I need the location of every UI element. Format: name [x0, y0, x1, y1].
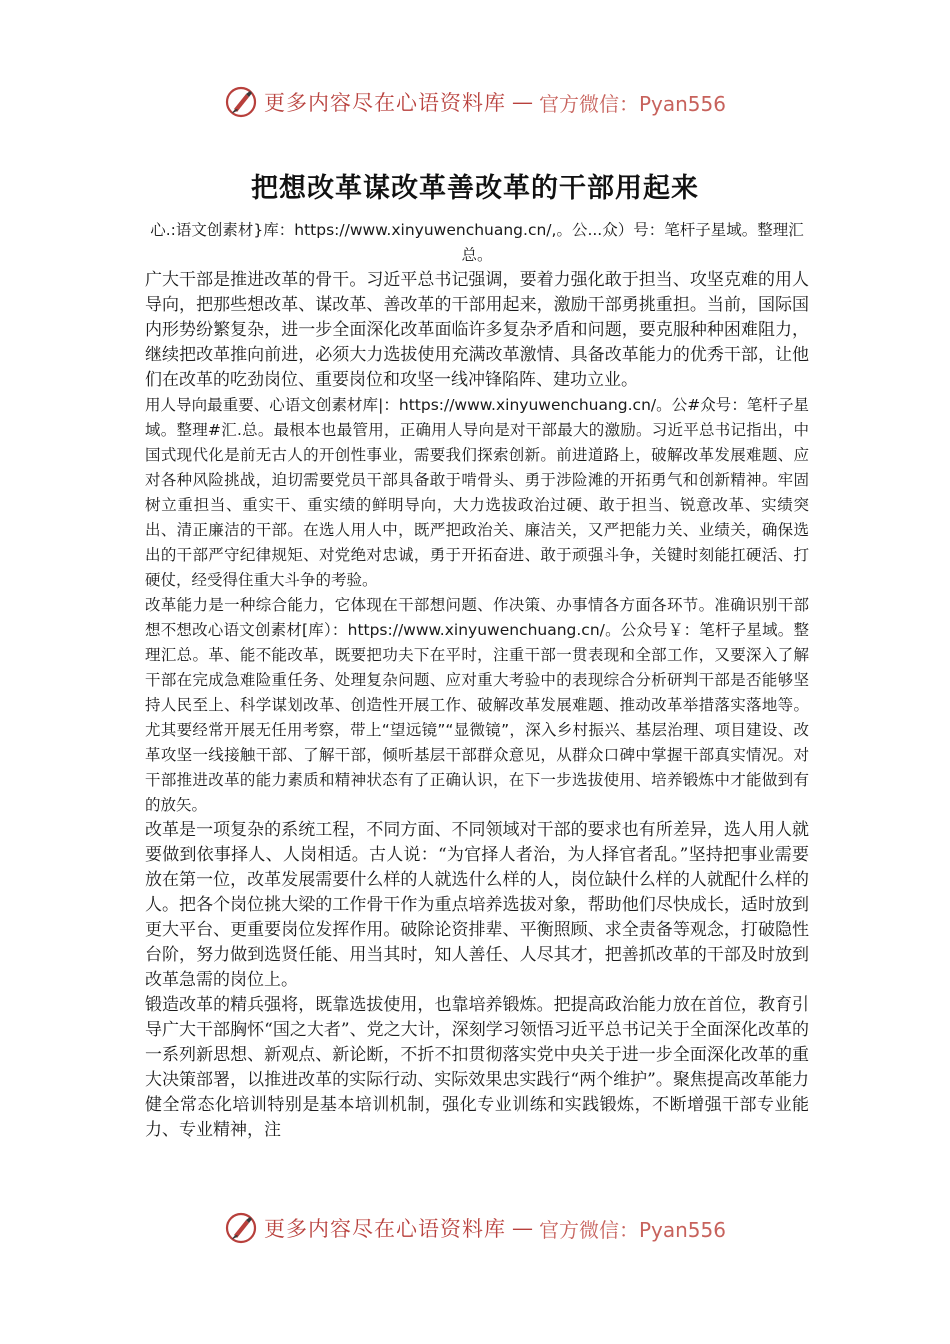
banner-wechat: 官方微信：Pyan556: [538, 1217, 726, 1242]
source-line: 心.:语文创素材}库：https://www.xinyuwenchuang.cn/,。公...众）号：笔杆子星域。整理汇总。: [150, 221, 804, 264]
banner-wechat: 官方微信：Pyan556: [538, 91, 726, 116]
paragraph: 改革能力是一种综合能力，它体现在干部想问题、作决策、办事情各方面各环节。准确识别干部想不想改心语文创素材[库）：https://www.xinyuwenchuang.cn/。公众号￥：笔杆子星域。整理汇总。革、能不能改革，既要把功夫下在平时，注重干部一贯表现和全部工作，又要深入了解干部在完成急难险重任务、处理复杂问题、应对重大考验中的表现综合分析研判干部是否能够坚持人民至上、科学谋划改革、创造性开展工作、破解改革发展难题、推动改革举措落实落地等。尤其要经常开展无任用考察，带上“望远镜”“显微镜”，深入乡村振兴、基层治理、项目建设、改革攻坚一线接触干部、了解干部，倾听基层干部群众意见，从群众口碑中掌握干部真实情况。对干部推进改革的能力素质和精神状态有了正确认识，在下一步选拔使用、培养锻炼中才能做到有的放矢。: [145, 596, 809, 814]
header-banner: [0, 82, 950, 122]
pen-nib-logo-icon: [224, 1211, 258, 1245]
document-body: [145, 218, 809, 1143]
pen-nib-logo-icon: [224, 85, 258, 119]
paragraph: 改革是一项复杂的系统工程，不同方面、不同领域对干部的要求也有所差异，选人用人就要做到依事择人、人岗相适。古人说：“为官择人者治，为人择官者乱。”坚持把事业需要放在第一位，改革发展需要什么样的人就选什么样的人，岗位缺什么样的人就配什么样的人。把各个岗位挑大梁的工作骨干作为重点培养选拔对象，帮助他们尽快成长，适时放到更大平台、更重要岗位发挥作用。破除论资排辈、平衡照顾、求全责备等观念，打破隐性台阶，努力做到选贤任能、用当其时，知人善任、人尽其才，把善抓改革的干部及时放到改革急需的岗位上。: [145, 820, 809, 990]
banner-dash: —: [511, 90, 533, 114]
paragraph: 广大干部是推进改革的骨干。习近平总书记强调，要着力强化敢于担当、攻坚克难的用人导向，把那些想改革、谋改革、善改革的干部用起来，激励干部勇挑重担。当前，国际国内形势纷繁复杂，进一步全面深化改革面临许多复杂矛盾和问题，要克服种种困难阻力，继续把改革推向前进，必须大力选拔使用充满改革激情、具备改革能力的优秀干部，让他们在改革的吃劲岗位、重要岗位和攻坚一线冲锋陷阵、建功立业。: [145, 270, 809, 390]
document-title: 把想改革谋改革善改革的干部用起来: [251, 173, 699, 205]
paragraph: 用人导向最重要、心语文创素材库|：https://www.xinyuwenchuang.cn/。公#众号：笔杆子星域。整理#汇.总。最根本也最管用，正确用人导向是对干部最大的激励。习近平总书记指出，中国式现代化是前无古人的开创性事业，需要我们探索创新。前进道路上，破解改革发展难题、应对各种风险挑战，迫切需要党员干部具备敢于啃骨头、勇于涉险滩的开拓勇气和创新精神。牢固树立重担当、重实干、重实绩的鲜明导向，大力选拔政治过硬、敢于担当、锐意改革、实绩突出、清正廉洁的干部。在选人用人中，既严把政治关、廉洁关，又严把能力关、业绩关，确保选出的干部严守纪律规矩、对党绝对忠诚，勇于开拓奋进、敢于顽强斗争，关键时刻能扛硬活、打硬仗，经受得住重大斗争的考验。: [145, 396, 809, 589]
banner-title: 更多内容尽在心语资料库: [263, 1217, 506, 1241]
banner-dash: —: [511, 1216, 533, 1240]
banner-title: 更多内容尽在心语资料库: [263, 91, 506, 115]
paragraph: 锻造改革的精兵强将，既靠选拔使用，也靠培养锻炼。把提高政治能力放在首位，教育引导广大干部胸怀“国之大者”、党之大计，深刻学习领悟习近平总书记关于全面深化改革的一系列新思想、新观点、新论断，不折不扣贯彻落实党中央关于进一步全面深化改革的重大决策部署，以推进改革的实际行动、实际效果忠实践行“两个维护”。聚焦提高改革能力健全常态化培训特别是基本培训机制，强化专业训练和实践锻炼，不断增强干部专业能力、专业精神，注: [145, 995, 809, 1140]
footer-banner: [0, 1208, 950, 1248]
